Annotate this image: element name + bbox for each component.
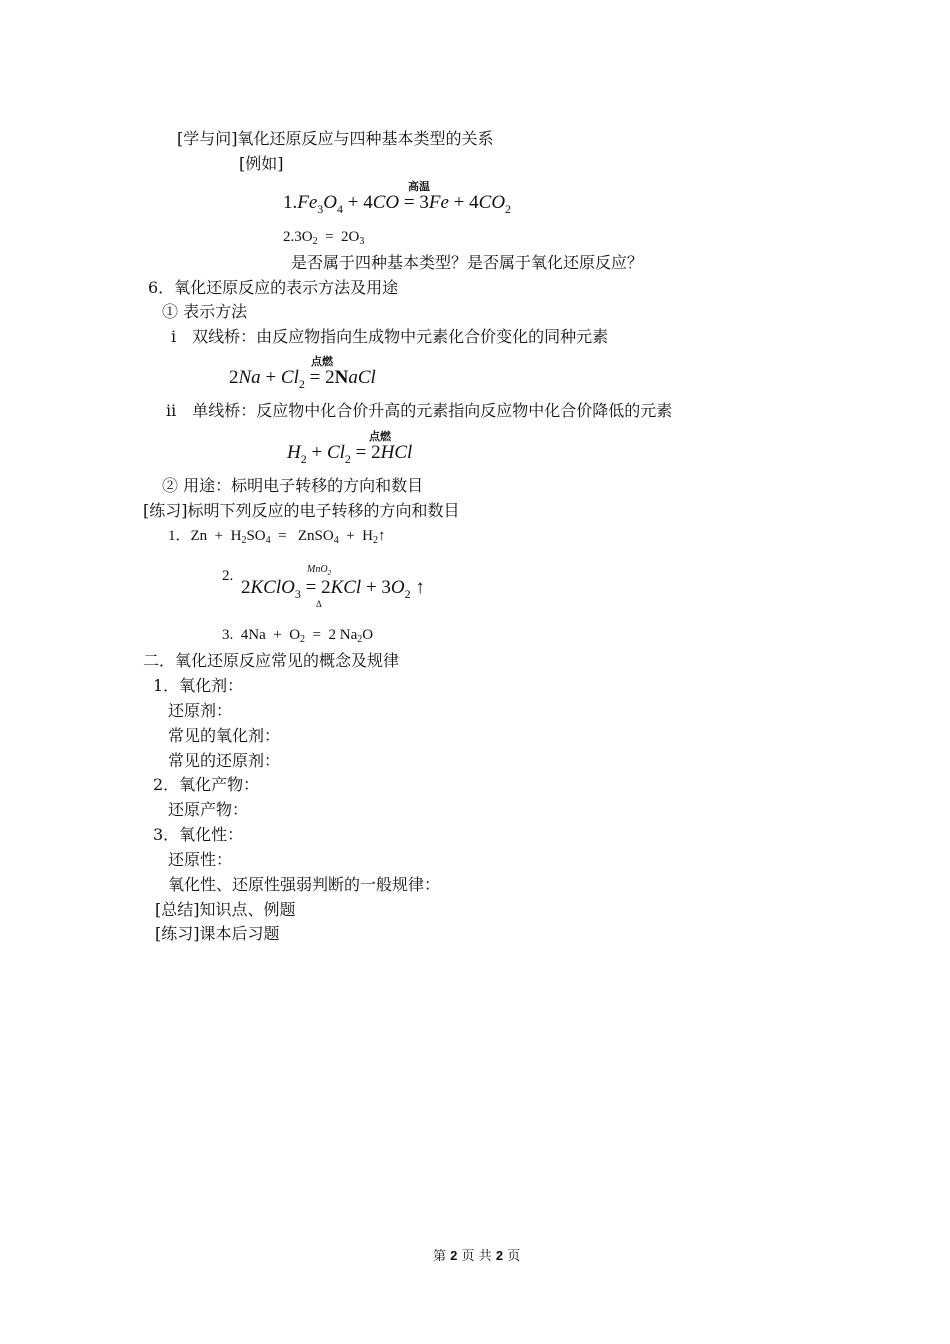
equation-2: $2.3O_2 = 2O_3$ [283, 229, 365, 247]
reductant-line: 还原剂： [168, 701, 233, 720]
practice-item-1: 1．$Zn + H_2SO_4$ = ZnSO$_4$ + $H_2↑$ [168, 528, 386, 546]
footer-page-number: 2 [450, 1248, 458, 1263]
method-title: ① 表示方法 [162, 302, 248, 321]
reducing-line: 还原性： [168, 850, 233, 869]
footer-total-pages: 2 [495, 1248, 504, 1263]
red-product-line: 还原产物： [168, 800, 249, 819]
item2-heat: Δ [316, 599, 322, 609]
equation-kclo3: 2KClO$_3$ = $2KCl + 3O_2$ ↑ [241, 577, 425, 601]
usage-line: ② 用途：标明电子转移的方向和数目 [162, 476, 424, 495]
section6-title: 6．氧化还原反应的表示方法及用途 [148, 278, 399, 297]
page-footer [433, 1248, 520, 1265]
practice-item-3: 3. $4Na + O_2 = 2$ $Na_2O$ [222, 627, 374, 645]
practice-title: [练习]标明下列反应的电子转移的方向和数目 [143, 501, 460, 520]
single-bridge-line: ⅱ 单线桥：反应物中化合价升高的元素指向反应物中化合价降低的元素 [166, 401, 673, 420]
rule-line: 氧化性、还原性强弱判断的一般规律： [168, 875, 441, 894]
footer-prefix: 第 [433, 1249, 447, 1264]
common-reductants-line: 常见的还原剂： [168, 751, 281, 770]
footer-middle: 页 共 [461, 1249, 492, 1264]
common-oxidants-line: 常见的氧化剂： [168, 726, 281, 745]
equation-1: $1.Fe_3O_4 + 4CO = 3Fe + 4CO_2$ [283, 192, 512, 216]
equation-na-cl: $2Na + Cl_2$ = 2NaCl [229, 367, 376, 391]
item2-catalyst: MnO$_2$ [307, 564, 332, 577]
equation-h2-cl: $H_2 + Cl_2 = 2HCl$ [287, 442, 413, 466]
ox-product-line: 2．氧化产物： [153, 775, 260, 794]
section2-title: 二．氧化还原反应常见的概念及规律 [143, 651, 400, 670]
eq-h2-condition: 点燃 [369, 431, 391, 443]
oxidant-line: 1．氧化剂： [153, 676, 244, 695]
practice-item-2-label: 2. [222, 568, 234, 584]
practice-homework-line: [练习]课本后习题 [155, 924, 280, 943]
oxidizing-line: 3．氧化性： [153, 825, 244, 844]
example-label: [例如] [239, 154, 284, 173]
footer-suffix: 页 [507, 1249, 521, 1264]
eq1-condition: 高温 [408, 181, 430, 193]
eq-na-condition: 点燃 [311, 356, 333, 368]
double-bridge-line: ⅰ 双线桥：由反应物指向生成物中元素化合价变化的同种元素 [171, 327, 609, 346]
question-line: 是否属于四种基本类型？是否属于氧化还原反应？ [291, 253, 644, 272]
summary-line: [总结]知识点、例题 [155, 900, 296, 919]
heading-xue-yu-wen: [学与问]氧化还原反应与四种基本类型的关系 [177, 129, 494, 148]
